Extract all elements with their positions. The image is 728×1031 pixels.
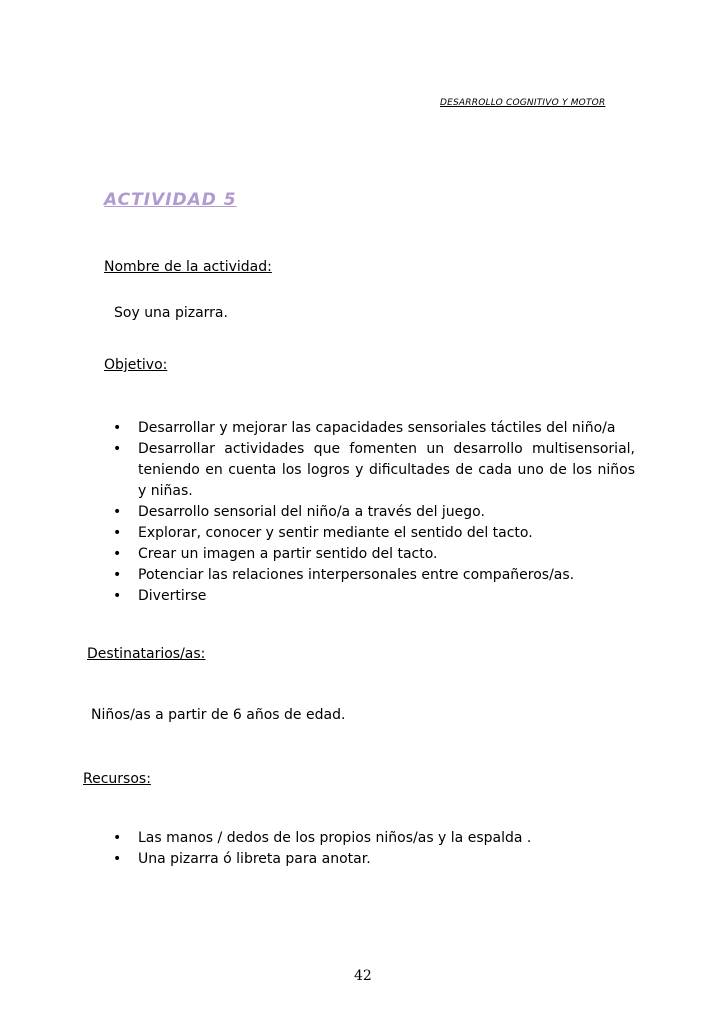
bullet-icon: • [113, 525, 122, 541]
recipients-value: Niños/as a partir de 6 años de edad. [91, 707, 346, 723]
list-item: • Explorar, conocer y sentir mediante el sentido del tacto. [113, 523, 635, 544]
list-item: • Una pizarra ó libreta para anotar. [113, 849, 613, 870]
list-item: • Desarrollar y mejorar las capacidades sensoriales táctiles del niño/a [113, 418, 635, 439]
recipients-label: Destinatarios/as: [87, 646, 206, 662]
list-item: • Las manos / dedos de los propios niños/as y la espalda . [113, 828, 613, 849]
activity-name-label: Nombre de la actividad: [104, 259, 272, 275]
list-item: • Desarrollo sensorial del niño/a a través del juego. [113, 502, 635, 523]
bullet-icon: • [113, 851, 122, 867]
list-item: • Crear un imagen a partir sentido del tacto. [113, 544, 635, 565]
list-item: • Divertirse [113, 586, 635, 607]
objective-label: Objetivo: [104, 357, 168, 373]
running-header: DESARROLLO COGNITIVO Y MOTOR [440, 98, 606, 108]
bullet-icon: • [113, 441, 122, 457]
resources-label: Recursos: [83, 771, 151, 787]
page-number: 42 [354, 968, 372, 984]
activity-title: ACTIVIDAD 5 [104, 190, 237, 210]
bullet-icon: • [113, 504, 122, 520]
activity-name-value: Soy una pizarra. [114, 305, 228, 321]
bullet-icon: • [113, 588, 122, 604]
bullet-icon: • [113, 420, 122, 436]
list-item: • Desarrollar actividades que fomenten un desarrollo multisensorial, teniendo en cuenta los logros y dificultades de cada uno de los niños y niñas. [113, 441, 635, 499]
list-item: • Potenciar las relaciones interpersonales entre compañeros/as. [113, 565, 635, 586]
bullet-icon: • [113, 830, 122, 846]
bullet-icon: • [113, 546, 122, 562]
resources-list [113, 828, 613, 870]
bullet-icon: • [113, 567, 122, 583]
objective-list [113, 418, 635, 607]
